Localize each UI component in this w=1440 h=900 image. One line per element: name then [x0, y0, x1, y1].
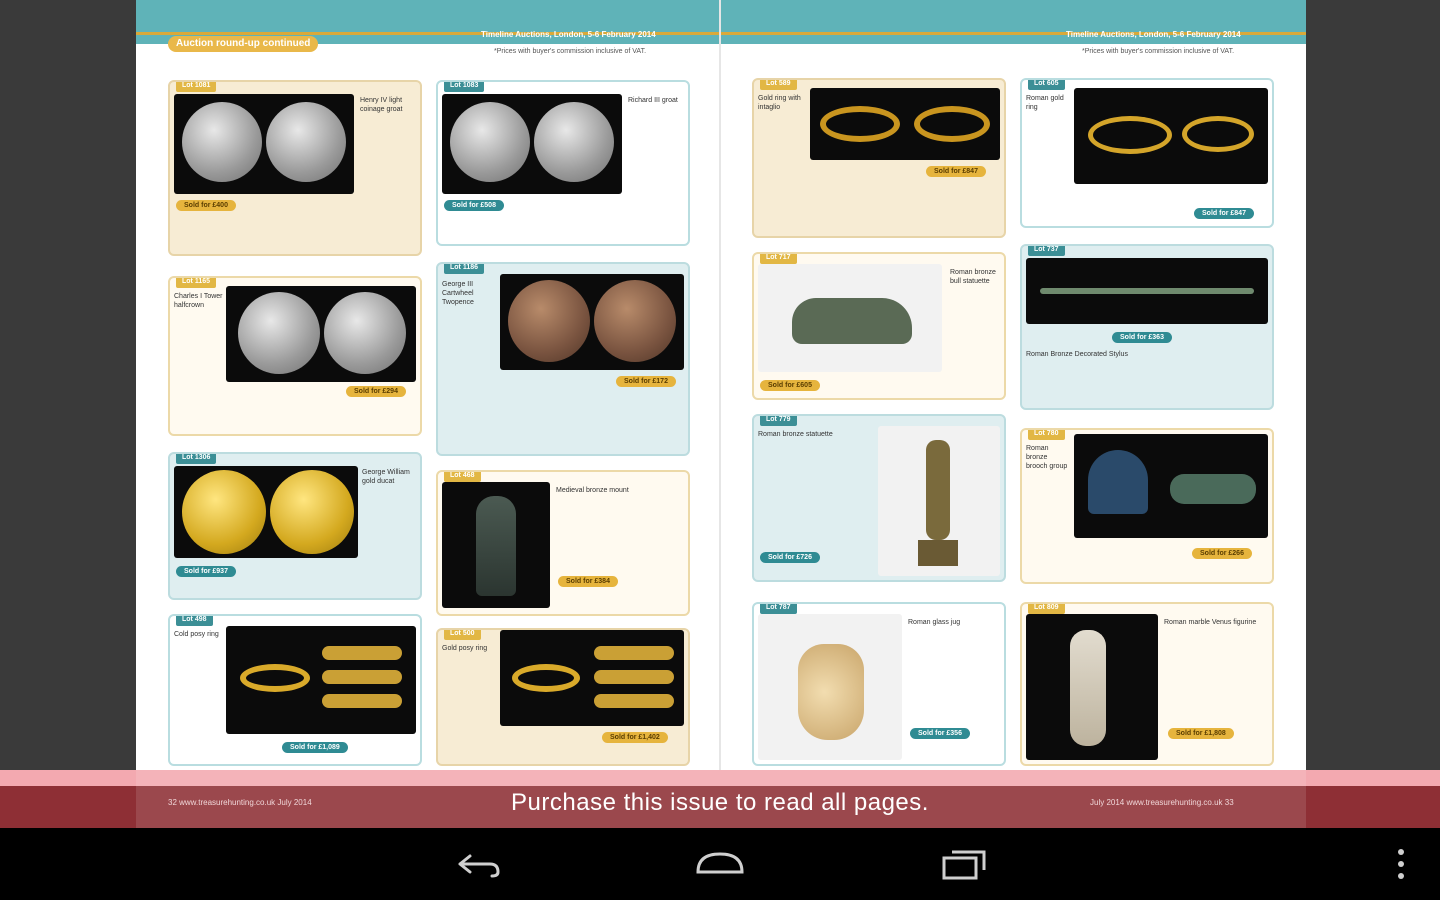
ring-image	[512, 664, 580, 692]
lot-photo	[1074, 434, 1268, 538]
lot-card[interactable]	[168, 80, 422, 256]
lot-title: Roman bronze statuette	[758, 431, 833, 438]
ring-band-image	[322, 670, 402, 684]
lot-number: Lot 498	[176, 614, 213, 626]
lot-title: George III Cartwheel Twopence	[442, 281, 474, 306]
overflow-menu-icon[interactable]	[1386, 846, 1416, 882]
lot-card[interactable]	[168, 452, 422, 600]
sold-price-badge: Sold for £294	[346, 386, 406, 397]
ring-band-image	[594, 694, 674, 708]
recents-icon[interactable]	[936, 846, 996, 882]
lot-title: Cold posy ring	[174, 631, 219, 638]
lot-card[interactable]	[752, 252, 1006, 400]
coin-image	[270, 470, 354, 554]
lot-title: Richard III groat	[628, 97, 678, 104]
lot-photo	[500, 274, 684, 370]
lot-number: Lot 1081	[176, 80, 216, 92]
coin-image	[182, 470, 266, 554]
lot-title: Medieval bronze mount	[556, 487, 629, 494]
magazine-spread[interactable]	[136, 0, 1306, 828]
home-icon[interactable]	[690, 846, 750, 882]
lot-title: George William gold ducat	[362, 469, 410, 485]
left-price-note: *Prices with buyer's commission inclusive of VAT.	[494, 48, 647, 55]
lot-number: Lot 589	[760, 78, 797, 90]
stylus-image	[1040, 288, 1254, 294]
sold-price-badge: Sold for £1,402	[602, 732, 668, 743]
lot-card[interactable]	[752, 602, 1006, 766]
lot-card[interactable]	[752, 414, 1006, 582]
lot-photo	[174, 466, 358, 558]
purchase-banner[interactable]	[0, 770, 1440, 828]
lot-title: Roman Bronze Decorated Stylus	[1026, 351, 1128, 358]
lot-card[interactable]	[168, 276, 422, 436]
sold-price-badge: Sold for £847	[926, 166, 986, 177]
ring-image	[1182, 116, 1254, 152]
sold-price-badge: Sold for £266	[1192, 548, 1252, 559]
lot-photo	[442, 94, 622, 194]
lot-number: Lot 500	[444, 628, 481, 640]
lot-photo	[500, 630, 684, 726]
android-navigation-bar	[0, 828, 1440, 900]
back-icon[interactable]	[446, 846, 506, 882]
coin-image	[450, 102, 530, 182]
sold-price-badge: Sold for £605	[760, 380, 820, 391]
sold-price-badge: Sold for £508	[444, 200, 504, 211]
coin-image	[238, 292, 320, 374]
ring-image	[914, 106, 990, 142]
lot-photo	[758, 614, 902, 760]
figurine-image	[476, 496, 516, 596]
sold-price-badge: Sold for £847	[1194, 208, 1254, 219]
lot-title: Roman glass jug	[908, 619, 961, 626]
lot-title: Roman gold ring	[1026, 95, 1064, 111]
lot-title: Gold posy ring	[442, 645, 488, 652]
lot-number: Lot 737	[1028, 244, 1065, 256]
lot-photo	[758, 264, 942, 372]
lot-title: Gold ring with intaglio	[758, 95, 801, 111]
glass-jug-image	[798, 644, 864, 740]
left-running-head: Timeline Auctions, London, 5-6 February 2014	[481, 30, 656, 39]
lot-number: Lot 1083	[444, 80, 484, 92]
sold-price-badge: Sold for £1,089	[282, 742, 348, 753]
ring-image	[820, 106, 900, 142]
lot-card[interactable]	[1020, 244, 1274, 410]
lot-number: Lot 717	[760, 252, 797, 264]
sold-price-badge: Sold for £384	[558, 576, 618, 587]
lot-card[interactable]	[436, 80, 690, 246]
lot-card[interactable]	[1020, 602, 1274, 766]
lot-title: Roman marble Venus figurine	[1164, 619, 1257, 626]
statuette-image	[926, 440, 950, 540]
lot-card[interactable]	[436, 262, 690, 456]
coin-image	[324, 292, 406, 374]
lot-photo	[226, 626, 416, 734]
lot-title: Roman bronze brooch group	[1026, 445, 1068, 470]
lot-photo	[1026, 614, 1158, 760]
lot-card[interactable]	[752, 78, 1006, 238]
lot-number: Lot 787	[760, 602, 797, 614]
ring-band-image	[594, 670, 674, 684]
sold-price-badge: Sold for £356	[910, 728, 970, 739]
lot-title: Charles I Tower halfcrown	[174, 293, 223, 309]
lot-number: Lot 809	[1028, 602, 1065, 614]
sold-price-badge: Sold for £363	[1112, 332, 1172, 343]
lot-title: Roman bronze bull statuette	[950, 269, 996, 285]
coin-image	[266, 102, 346, 182]
coin-image	[508, 280, 590, 362]
lot-number: Lot 1186	[444, 262, 484, 274]
ring-band-image	[594, 646, 674, 660]
lot-number: Lot 1306	[176, 452, 216, 464]
lot-photo	[878, 426, 1000, 576]
lot-number: Lot 605	[1028, 78, 1065, 90]
lot-card[interactable]	[1020, 78, 1274, 228]
purchase-message[interactable]: Purchase this issue to read all pages.	[511, 789, 929, 816]
coin-image	[534, 102, 614, 182]
lot-card[interactable]	[436, 628, 690, 766]
lot-photo	[1074, 88, 1268, 184]
lot-number: Lot 779	[760, 414, 797, 426]
lot-card[interactable]	[436, 470, 690, 616]
sold-price-badge: Sold for £172	[616, 376, 676, 387]
lot-card[interactable]	[168, 614, 422, 766]
sold-price-badge: Sold for £400	[176, 200, 236, 211]
ring-image	[1088, 116, 1172, 154]
lot-photo	[226, 286, 416, 382]
right-price-note: *Prices with buyer's commission inclusive of VAT.	[1082, 48, 1235, 55]
ring-band-image	[322, 646, 402, 660]
page-gutter	[719, 0, 721, 828]
coin-image	[182, 102, 262, 182]
lot-number: Lot 780	[1028, 428, 1065, 440]
sold-price-badge: Sold for £726	[760, 552, 820, 563]
right-page-folio: July 2014 www.treasurehunting.co.uk 33	[1090, 798, 1234, 807]
bull-statuette-image	[792, 298, 912, 344]
section-tab: Auction round-up continued	[168, 36, 318, 52]
coin-image	[594, 280, 676, 362]
lot-photo	[442, 482, 550, 608]
ring-image	[240, 664, 310, 692]
lot-title: Henry IV light coinage groat	[360, 97, 403, 113]
brooch-image	[1088, 450, 1148, 514]
sold-price-badge: Sold for £1,808	[1168, 728, 1234, 739]
venus-figurine-image	[1070, 630, 1106, 746]
sold-price-badge: Sold for £937	[176, 566, 236, 577]
lot-number: Lot 1165	[176, 276, 216, 288]
lot-card[interactable]	[1020, 428, 1274, 584]
lot-photo	[810, 88, 1000, 160]
right-running-head: Timeline Auctions, London, 5-6 February 2014	[1066, 30, 1241, 39]
lot-photo	[1026, 258, 1268, 324]
statuette-base-image	[918, 540, 958, 566]
lot-number: Lot 468	[444, 470, 481, 482]
left-page-folio: 32 www.treasurehunting.co.uk July 2014	[168, 798, 312, 807]
ring-band-image	[322, 694, 402, 708]
lot-photo	[174, 94, 354, 194]
brooch-image	[1170, 474, 1256, 504]
